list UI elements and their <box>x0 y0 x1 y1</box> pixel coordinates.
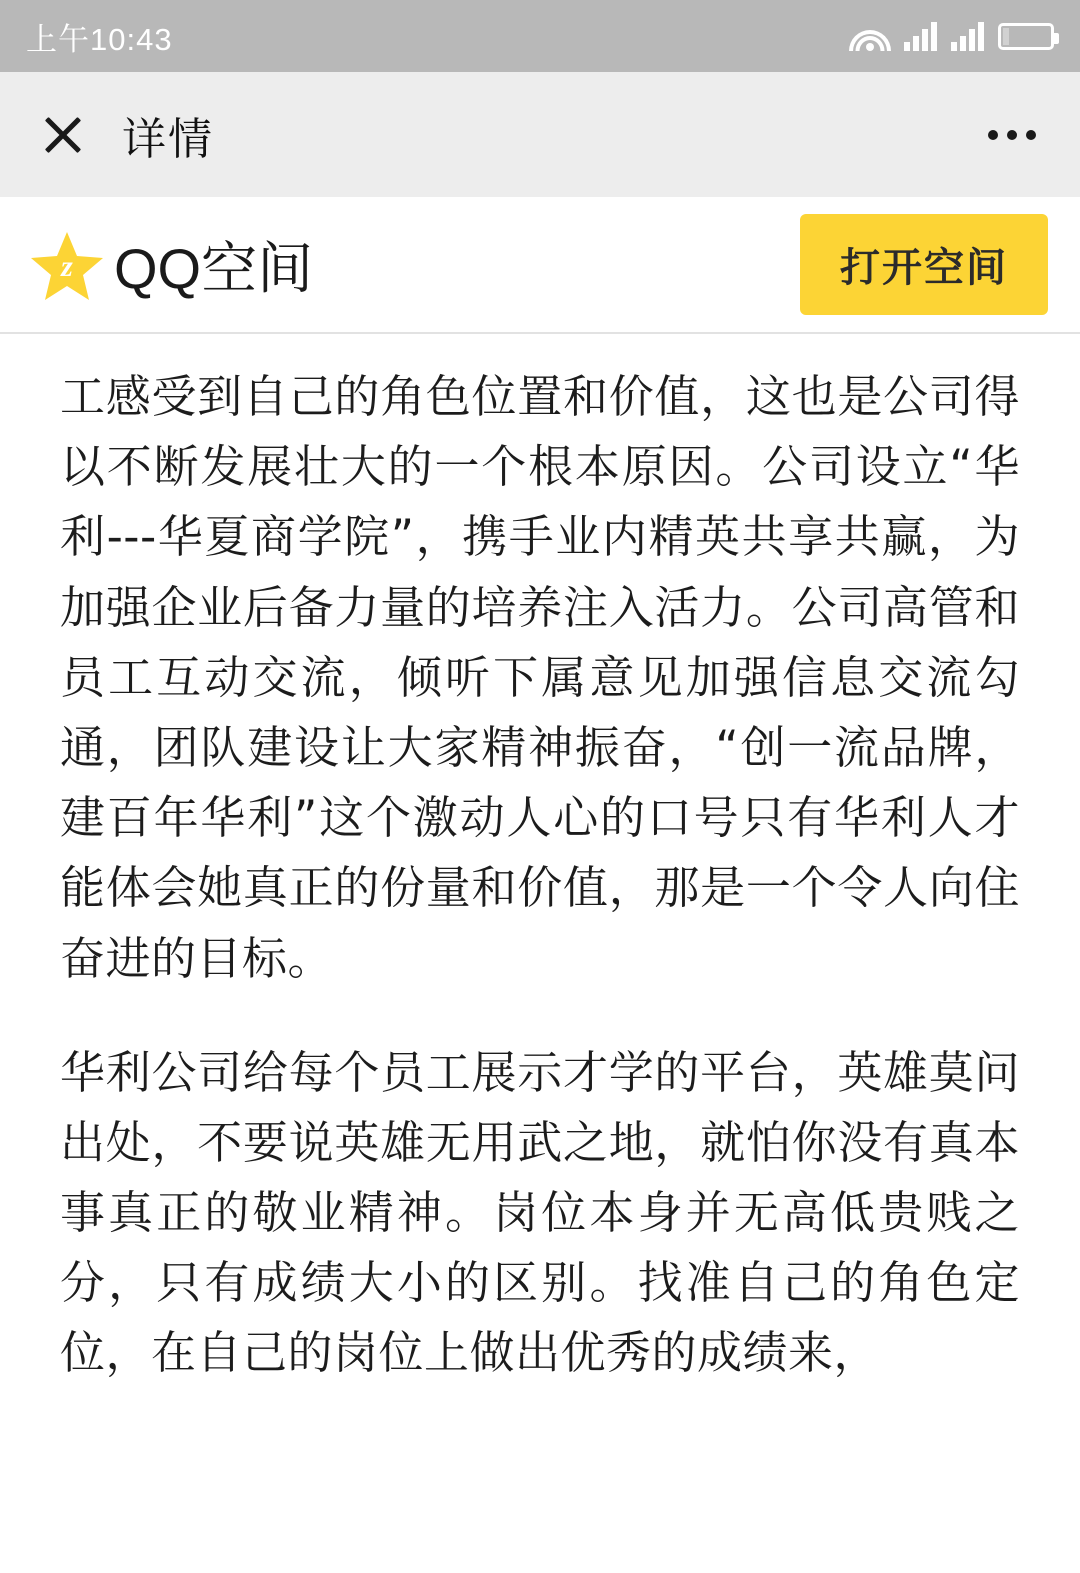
open-qzone-button[interactable]: 打开空间 <box>800 214 1048 315</box>
status-time: 上午10:43 <box>26 21 173 57</box>
svg-text:z: z <box>61 249 73 283</box>
signal-icon <box>904 21 937 51</box>
close-icon[interactable] <box>40 112 86 158</box>
qzone-star-icon <box>30 228 104 302</box>
article-paragraph: 工感受到自己的角色位置和价值，这也是公司得以不断发展壮大的一个根本原因。公司设立“华利---华夏商学院”，携手业内精英共享共赢，为加强企业后备力量的培养注入活力。公司高管和员工互动交流，倾听下属意见加强信息交流勾通，团队建设让大家精神振奋，“创一流品牌，建百年华利”这个激动人心的口号只有华利人才能体会她真正的份量和价值，那是一个令人向住奋进的目标。 <box>60 370 1020 985</box>
battery-icon <box>998 23 1054 50</box>
app-brand[interactable] <box>30 225 313 305</box>
article-body <box>0 334 1080 1389</box>
app-name: QQ空间 <box>114 236 314 300</box>
page-title: 详情 <box>122 114 214 164</box>
status-icons <box>850 21 1054 51</box>
more-options-icon[interactable] <box>988 130 1036 140</box>
wifi-icon <box>850 21 890 51</box>
nav-bar <box>0 72 1080 197</box>
app-bar <box>0 197 1080 334</box>
status-bar <box>0 0 1080 72</box>
signal-icon <box>951 21 984 51</box>
article-paragraph: 华利公司给每个员工展示才学的平台，英雄莫问出处，不要说英雄无用武之地，就怕你没有真本事真正的敬业精神。岗位本身并无高低贵贱之分，只有成绩大小的区别。找准自己的角色定位，在自己的岗位上做出优秀的成绩来， <box>60 1045 1020 1380</box>
